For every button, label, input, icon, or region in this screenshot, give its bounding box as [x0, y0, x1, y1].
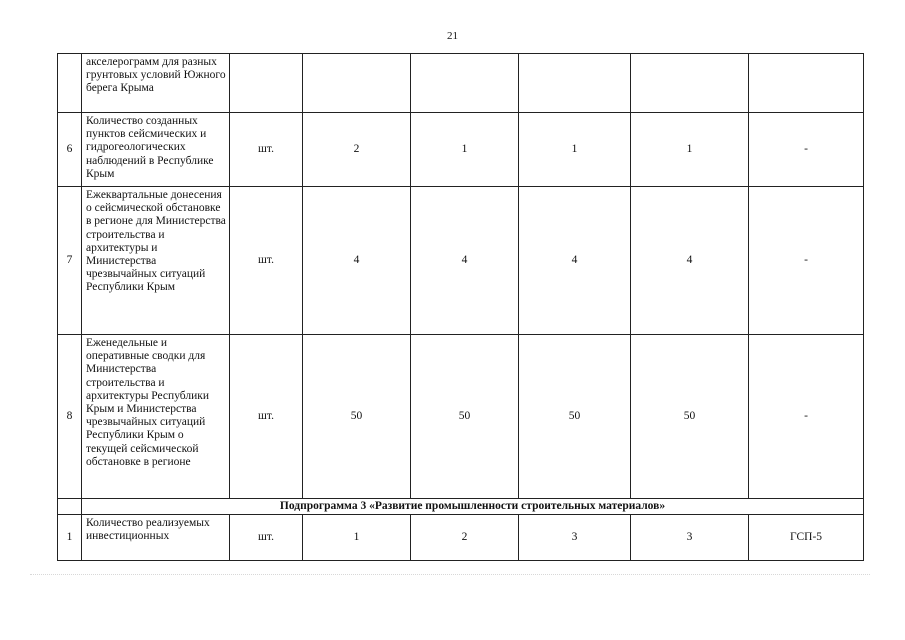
- indicator-name: Количество реализуемых инвестиционных: [82, 515, 230, 561]
- source-cell: [749, 54, 864, 113]
- value-cell: 3: [519, 515, 631, 561]
- indicator-name: Ежеквартальные донесения о сейсмической обстановке в регионе для Министерства строительства и архитектуры и Министерства чрезвычайных ситуаций Республики Крым: [82, 187, 230, 335]
- value-cell: [303, 54, 411, 113]
- source-cell: ГСП-5: [749, 515, 864, 561]
- indicator-name: акселерограмм для разных грунтовых условий Южного берега Крыма: [82, 54, 230, 113]
- value-cell: 2: [303, 113, 411, 187]
- table-row: [58, 335, 864, 499]
- table-row: [58, 515, 864, 561]
- value-cell: 4: [411, 187, 519, 335]
- unit-cell: шт.: [230, 335, 303, 499]
- value-cell: 1: [519, 113, 631, 187]
- empty-cell: [58, 499, 82, 515]
- table-row: [58, 54, 864, 113]
- value-cell: [519, 54, 631, 113]
- page-edge-line: [30, 574, 870, 575]
- value-cell: 4: [303, 187, 411, 335]
- row-number: 8: [58, 335, 82, 499]
- value-cell: [631, 54, 749, 113]
- value-cell: 2: [411, 515, 519, 561]
- page-number: 21: [447, 30, 458, 42]
- row-number: 1: [58, 515, 82, 561]
- source-cell: -: [749, 113, 864, 187]
- value-cell: 3: [631, 515, 749, 561]
- table-row: [58, 113, 864, 187]
- value-cell: 1: [303, 515, 411, 561]
- table-row: [58, 187, 864, 335]
- indicator-name: Количество созданных пунктов сейсмических и гидрогеологических наблюдений в Республике Крым: [82, 113, 230, 187]
- value-cell: 50: [303, 335, 411, 499]
- subprogram-title: Подпрограмма 3 «Развитие промышленности строительных материалов»: [82, 499, 864, 515]
- value-cell: [411, 54, 519, 113]
- source-cell: -: [749, 187, 864, 335]
- row-number: 6: [58, 113, 82, 187]
- value-cell: 50: [411, 335, 519, 499]
- unit-cell: шт.: [230, 187, 303, 335]
- subprogram-row: [58, 499, 864, 515]
- row-number: [58, 54, 82, 113]
- value-cell: 1: [411, 113, 519, 187]
- row-number: 7: [58, 187, 82, 335]
- value-cell: 4: [631, 187, 749, 335]
- value-cell: 1: [631, 113, 749, 187]
- value-cell: 50: [631, 335, 749, 499]
- indicators-table: [57, 53, 864, 561]
- unit-cell: [230, 54, 303, 113]
- indicator-name: Еженедельные и оперативные сводки для Министерства строительства и архитектуры Республики Крым и Министерства чрезвычайных ситуаций Республики Крым о текущей сейсмической обстановке в регионе: [82, 335, 230, 499]
- source-cell: -: [749, 335, 864, 499]
- unit-cell: шт.: [230, 113, 303, 187]
- value-cell: 50: [519, 335, 631, 499]
- unit-cell: шт.: [230, 515, 303, 561]
- value-cell: 4: [519, 187, 631, 335]
